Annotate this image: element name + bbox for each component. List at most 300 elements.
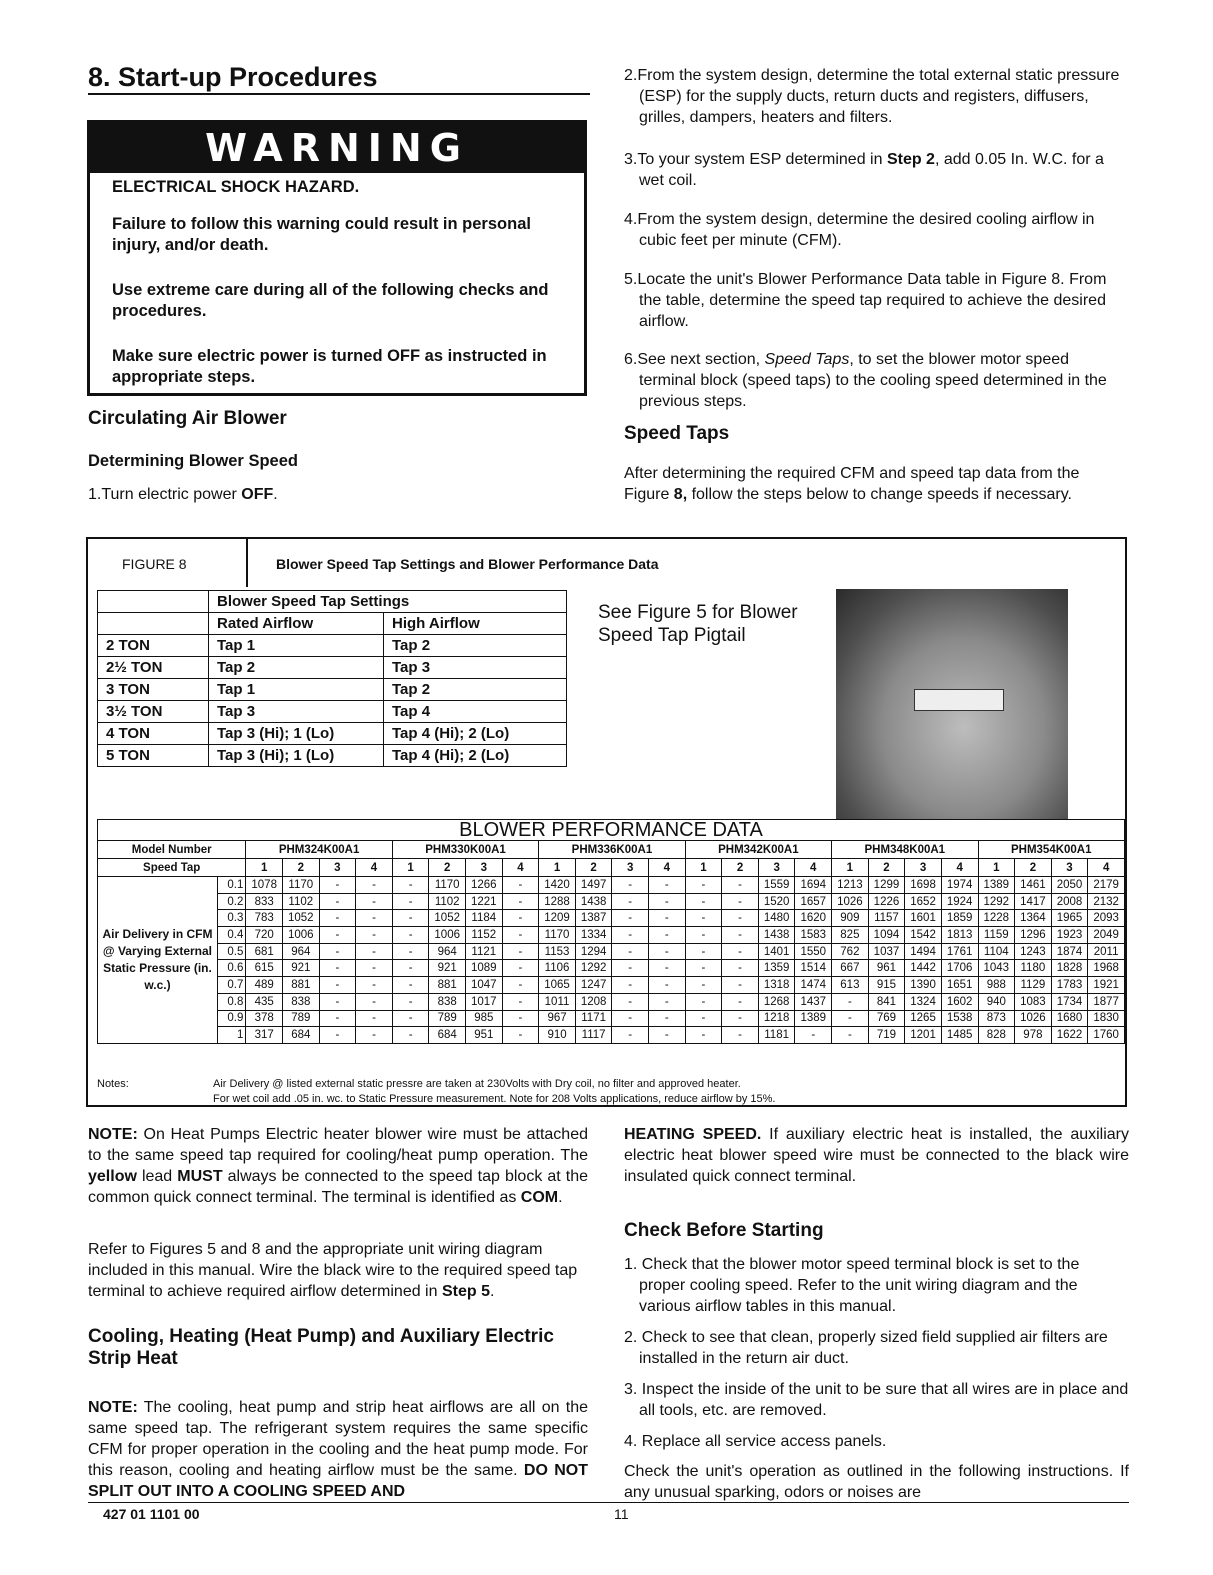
section-cooling-heating: Cooling, Heating (Heat Pump) and Auxiliary Electric Strip Heat (88, 1326, 554, 1369)
speed-tap-number: 2 (575, 859, 612, 877)
cfm-cell: - (685, 910, 722, 927)
cfm-cell: 1247 (575, 977, 612, 994)
cfm-cell: 378 (246, 1010, 283, 1027)
static-pressure-cell: 0.7 (217, 977, 245, 994)
cfm-cell: - (392, 1010, 429, 1027)
tap-table-col-high: High Airflow (384, 613, 567, 635)
cfm-cell: - (685, 927, 722, 944)
cfm-cell: - (502, 977, 539, 994)
see-figure-note: See Figure 5 for Blower Speed Tap Pigtail (598, 602, 798, 646)
cfm-cell: 833 (246, 893, 283, 910)
figure-tag: FIGURE 8 (122, 556, 187, 572)
speed-tap-number: 3 (466, 859, 503, 877)
warning-box (87, 120, 587, 396)
tap-row-tonnage: 3 TON (98, 679, 209, 701)
terminal-block-image (914, 689, 1004, 711)
cfm-cell: 921 (282, 960, 319, 977)
cfm-cell: 1318 (758, 977, 795, 994)
cfm-cell: 964 (282, 943, 319, 960)
cfm-cell: 1226 (868, 893, 905, 910)
cfm-cell: 2011 (1088, 943, 1125, 960)
cfm-cell: 1474 (795, 977, 832, 994)
speed-tap-number: 2 (282, 859, 319, 877)
cfm-cell: 1106 (539, 960, 576, 977)
cfm-cell: - (392, 910, 429, 927)
cfm-cell: 1651 (941, 977, 978, 994)
cfm-cell: - (832, 993, 869, 1010)
cfm-cell: 909 (832, 910, 869, 927)
cfm-cell: 1104 (978, 943, 1015, 960)
cfm-cell: 1043 (978, 960, 1015, 977)
cfm-cell: - (392, 993, 429, 1010)
model-header: PHM348K00A1 (832, 841, 978, 859)
cfm-cell: - (722, 893, 759, 910)
cfm-cell: 1017 (466, 993, 503, 1010)
speed-tap-row (98, 859, 1125, 877)
cfm-cell: 2179 (1088, 877, 1125, 894)
cfm-cell: - (356, 1027, 393, 1044)
cfm-cell: 1243 (1015, 943, 1052, 960)
section-circulating-air-blower: Circulating Air Blower (88, 408, 287, 429)
tap-row-tonnage: 5 TON (98, 745, 209, 767)
cfm-cell: - (612, 910, 649, 927)
speed-tap-number: 1 (832, 859, 869, 877)
cfm-cell: - (502, 1027, 539, 1044)
tap-row-rated: Tap 2 (209, 657, 384, 679)
cfm-cell: - (502, 877, 539, 894)
cfm-cell: 1968 (1088, 960, 1125, 977)
cfm-cell: 921 (429, 960, 466, 977)
cfm-cell: 1221 (466, 893, 503, 910)
cfm-cell: 985 (466, 1010, 503, 1027)
speed-tap-number: 4 (795, 859, 832, 877)
speed-tap-number: 4 (941, 859, 978, 877)
performance-row (98, 943, 1125, 960)
cfm-cell: 940 (978, 993, 1015, 1010)
cfm-cell: 1620 (795, 910, 832, 927)
cfm-cell: - (722, 1027, 759, 1044)
note-airflows: NOTE: The cooling, heat pump and strip heat airflows are all on the same speed tap. The refrigerant system requires the same specific CFM for proper operation in the cooling and the heat pump mode. For this reason, cooling and heating airflow must be the same. DO NOT SPLIT OUT INTO A COOLING SPEED AND (88, 1399, 589, 1500)
cfm-cell: 1706 (941, 960, 978, 977)
cfm-cell: 1265 (905, 1010, 942, 1027)
cfm-cell: 1417 (1015, 893, 1052, 910)
static-pressure-cell: 0.8 (217, 993, 245, 1010)
cfm-cell: 881 (429, 977, 466, 994)
cfm-cell: 1514 (795, 960, 832, 977)
cfm-cell: 1401 (758, 943, 795, 960)
cfm-cell: 1520 (758, 893, 795, 910)
cfm-cell: 2008 (1051, 893, 1088, 910)
cfm-cell: 1208 (575, 993, 612, 1010)
cfm-cell: - (356, 960, 393, 977)
cfm-cell: - (356, 977, 393, 994)
cfm-cell: 667 (832, 960, 869, 977)
cfm-cell: 1094 (868, 927, 905, 944)
cfm-cell: 1180 (1015, 960, 1052, 977)
cfm-cell: 2132 (1088, 893, 1125, 910)
cfm-cell: - (685, 877, 722, 894)
speed-tap-number: 3 (758, 859, 795, 877)
cfm-cell: - (356, 877, 393, 894)
cfm-cell: 1924 (941, 893, 978, 910)
cfm-cell: - (685, 960, 722, 977)
notes-line-2: For wet coil add .05 in. wc. to Static Pressure measurement. Note for 208 Volts applications, reduce airflow by 15%. (213, 1093, 776, 1105)
notes-line-1: Air Delivery @ listed external static pressre are taken at 230Volts with Dry coil, no filter and approved heater. (213, 1078, 741, 1090)
cfm-cell: 1268 (758, 993, 795, 1010)
cfm-cell: 1442 (905, 960, 942, 977)
speed-tap-number: 4 (1088, 859, 1125, 877)
check-2: 2. Check to see that clean, properly sized field supplied air filters are installed in the return air duct. (624, 1329, 1108, 1367)
cfm-cell: - (612, 893, 649, 910)
cfm-cell: 1152 (466, 927, 503, 944)
cfm-cell: 1923 (1051, 927, 1088, 944)
cfm-cell: 1921 (1088, 977, 1125, 994)
cfm-cell: 1965 (1051, 910, 1088, 927)
tap-table-blank (98, 613, 209, 635)
cfm-cell: 1550 (795, 943, 832, 960)
tap-row-tonnage: 4 TON (98, 723, 209, 745)
tap-row-high: Tap 4 (Hi); 2 (Lo) (384, 723, 567, 745)
section-check-before-starting: Check Before Starting (624, 1220, 824, 1241)
speed-tap-number: 1 (392, 859, 429, 877)
model-number-label: Model Number (98, 841, 246, 859)
cfm-cell: 1296 (1015, 927, 1052, 944)
cfm-cell: 1209 (539, 910, 576, 927)
steps-list (624, 65, 1129, 412)
check-4: 4. Replace all service access panels. (624, 1433, 887, 1450)
tap-row-high: Tap 4 (Hi); 2 (Lo) (384, 745, 567, 767)
cfm-cell: 1294 (575, 943, 612, 960)
footer-rule (88, 1502, 1129, 1503)
cfm-cell: - (649, 927, 686, 944)
cfm-cell: - (722, 877, 759, 894)
tap-table-group-header: Blower Speed Tap Settings (209, 591, 567, 613)
cfm-cell: - (612, 1010, 649, 1027)
static-pressure-cell: 0.9 (217, 1010, 245, 1027)
cfm-cell: 978 (1015, 1027, 1052, 1044)
cfm-cell: 1324 (905, 993, 942, 1010)
cfm-cell: 1170 (539, 927, 576, 944)
cfm-cell: - (685, 977, 722, 994)
static-pressure-cell: 0.5 (217, 943, 245, 960)
speed-tap-number: 4 (502, 859, 539, 877)
page-heading: 8. Start-up Procedures (88, 62, 378, 92)
cfm-cell: 1859 (941, 910, 978, 927)
cfm-cell: - (319, 893, 356, 910)
tap-row (98, 745, 567, 767)
cfm-cell: - (319, 993, 356, 1010)
cfm-cell: 615 (246, 960, 283, 977)
speed-tap-label: Speed Tap (98, 859, 246, 877)
cfm-cell: 1083 (1015, 993, 1052, 1010)
cfm-cell: 1389 (795, 1010, 832, 1027)
cfm-cell: 1622 (1051, 1027, 1088, 1044)
cfm-cell: 1542 (905, 927, 942, 944)
step-6: 6.See next section, Speed Taps, to set the blower motor speed terminal block (speed taps) to the cooling speed determined in the previous steps. (624, 351, 1107, 410)
cfm-cell: 1698 (905, 877, 942, 894)
cfm-cell: 1783 (1051, 977, 1088, 994)
warning-banner: WARNING (90, 123, 584, 173)
cfm-cell: 1170 (282, 877, 319, 894)
cfm-cell: 613 (832, 977, 869, 994)
air-delivery-label: Air Delivery in CFM @ Varying External Static Pressure (in. w.c.) (98, 877, 218, 1044)
cfm-cell: - (392, 877, 429, 894)
note-heat-pump: NOTE: On Heat Pumps Electric heater blower wire must be attached to the same speed tap required for cooling/heat pump operation. The yellow lead MUST always be connected to the speed tap block at the common quick connect terminal. The terminal is identified as COM. (88, 1126, 588, 1206)
cfm-cell: - (649, 943, 686, 960)
cfm-cell: 910 (539, 1027, 576, 1044)
cfm-cell: 2093 (1088, 910, 1125, 927)
cfm-cell: 1334 (575, 927, 612, 944)
cfm-cell: 1874 (1051, 943, 1088, 960)
performance-row (98, 1027, 1125, 1044)
cfm-cell: 1026 (832, 893, 869, 910)
performance-row (98, 1010, 1125, 1027)
step-3: 3.To your system ESP determined in Step 2, add 0.05 In. W.C. for a wet coil. (624, 151, 1104, 189)
cfm-cell: - (685, 1027, 722, 1044)
cfm-cell: 489 (246, 977, 283, 994)
tap-row (98, 635, 567, 657)
tap-row (98, 679, 567, 701)
sub-determining-blower-speed: Determining Blower Speed (88, 452, 298, 470)
warning-p3: Use extreme care during all of the following checks and procedures. (112, 281, 549, 320)
cfm-cell: 1389 (978, 877, 1015, 894)
tap-table-col-rated: Rated Airflow (209, 613, 384, 635)
cfm-cell: 841 (868, 993, 905, 1010)
performance-row (98, 993, 1125, 1010)
cfm-cell: - (649, 960, 686, 977)
cfm-cell: - (392, 943, 429, 960)
tap-row-rated: Tap 1 (209, 635, 384, 657)
model-number-row (98, 841, 1125, 859)
cfm-cell: 915 (868, 977, 905, 994)
cfm-cell: 769 (868, 1010, 905, 1027)
cfm-cell: 1657 (795, 893, 832, 910)
speed-tap-table (97, 590, 567, 767)
static-pressure-cell: 0.6 (217, 960, 245, 977)
cfm-cell: 1170 (429, 877, 466, 894)
cfm-cell: - (649, 1010, 686, 1027)
cfm-cell: - (685, 993, 722, 1010)
speed-tap-number: 3 (1051, 859, 1088, 877)
cfm-cell: 1052 (282, 910, 319, 927)
figure-tag-cell (88, 539, 248, 587)
tap-row-rated: Tap 1 (209, 679, 384, 701)
cfm-cell: - (685, 893, 722, 910)
heading-rule (88, 93, 590, 95)
cfm-cell: 1037 (868, 943, 905, 960)
cfm-cell: 1387 (575, 910, 612, 927)
cfm-cell: 881 (282, 977, 319, 994)
cfm-cell: - (356, 1010, 393, 1027)
cfm-cell: - (649, 893, 686, 910)
cfm-cell: - (502, 910, 539, 927)
static-pressure-cell: 0.4 (217, 927, 245, 944)
cfm-cell: - (392, 1027, 429, 1044)
cfm-cell: - (722, 927, 759, 944)
cfm-cell: 1438 (758, 927, 795, 944)
cfm-cell: 1601 (905, 910, 942, 927)
cfm-cell: 1694 (795, 877, 832, 894)
cfm-cell: 1102 (282, 893, 319, 910)
speed-tap-number: 4 (356, 859, 393, 877)
cfm-cell: - (319, 927, 356, 944)
cfm-cell: - (612, 960, 649, 977)
cfm-cell: - (356, 993, 393, 1010)
speed-tap-number: 3 (905, 859, 942, 877)
cfm-cell: - (722, 960, 759, 977)
step-1: 1.Turn electric power OFF. (88, 486, 278, 503)
speed-tap-number: 1 (246, 859, 283, 877)
speed-tap-number: 1 (685, 859, 722, 877)
speed-tap-number: 2 (1015, 859, 1052, 877)
cfm-cell: 1266 (466, 877, 503, 894)
cfm-cell: - (319, 1027, 356, 1044)
cfm-cell: 1184 (466, 910, 503, 927)
cfm-cell: 1006 (429, 927, 466, 944)
cfm-cell: 1761 (941, 943, 978, 960)
cfm-cell: 1828 (1051, 960, 1088, 977)
cfm-cell: 1213 (832, 877, 869, 894)
cfm-cell: - (392, 893, 429, 910)
cfm-cell: 1047 (466, 977, 503, 994)
cfm-cell: - (649, 977, 686, 994)
cfm-cell: - (319, 877, 356, 894)
cfm-cell: 1006 (282, 927, 319, 944)
cfm-cell: 1102 (429, 893, 466, 910)
cfm-cell: 1364 (1015, 910, 1052, 927)
cfm-cell: - (356, 893, 393, 910)
cfm-cell: 1171 (575, 1010, 612, 1027)
model-header: PHM330K00A1 (392, 841, 538, 859)
cfm-cell: 1153 (539, 943, 576, 960)
cfm-cell: - (722, 943, 759, 960)
figure-8 (86, 537, 1127, 1107)
cfm-cell: 967 (539, 1010, 576, 1027)
cfm-cell: 789 (282, 1010, 319, 1027)
section-speed-taps: Speed Taps (624, 423, 730, 444)
cfm-cell: 1117 (575, 1027, 612, 1044)
cfm-cell: 1485 (941, 1027, 978, 1044)
tap-row-rated: Tap 3 (Hi); 1 (Lo) (209, 723, 384, 745)
performance-block (97, 819, 1125, 1044)
static-pressure-cell: 0.1 (217, 877, 245, 894)
cfm-cell: - (502, 960, 539, 977)
static-pressure-cell: 0.3 (217, 910, 245, 927)
cfm-cell: 988 (978, 977, 1015, 994)
cfm-cell: - (319, 977, 356, 994)
cfm-cell: 1292 (575, 960, 612, 977)
heating-speed-paragraph: HEATING SPEED. If auxiliary electric heat is installed, the auxiliary electric heat blower speed wire must be connected to the black wire insulated quick connect terminal. (624, 1126, 1130, 1185)
tap-table-corner (98, 591, 209, 613)
cfm-cell: 1292 (978, 893, 1015, 910)
model-header: PHM336K00A1 (539, 841, 685, 859)
cfm-cell: 783 (246, 910, 283, 927)
cfm-cell: 2050 (1051, 877, 1088, 894)
tap-row-high: Tap 3 (384, 657, 567, 679)
cfm-cell: 1201 (905, 1027, 942, 1044)
step-5: 5.Locate the unit's Blower Performance Data table in Figure 8. From the table, determine the speed tap required to achieve the desired airflow. (624, 271, 1107, 330)
tap-row-rated: Tap 3 (209, 701, 384, 723)
cfm-cell: 1420 (539, 877, 576, 894)
tap-row-tonnage: 2½ TON (98, 657, 209, 679)
cfm-cell: 1559 (758, 877, 795, 894)
cfm-cell: - (356, 910, 393, 927)
speed-tap-number: 4 (649, 859, 686, 877)
cfm-cell: - (612, 993, 649, 1010)
speed-taps-text: After determining the required CFM and speed tap data from the Figure 8, follow the steps below to change speeds if necessary. (624, 465, 1080, 503)
model-header: PHM342K00A1 (685, 841, 831, 859)
cfm-cell: 1288 (539, 893, 576, 910)
cfm-cell: 1760 (1088, 1027, 1125, 1044)
cfm-cell: 1228 (978, 910, 1015, 927)
cfm-cell: 1065 (539, 977, 576, 994)
tap-row-tonnage: 2 TON (98, 635, 209, 657)
cfm-cell: - (612, 1027, 649, 1044)
cfm-cell: 1680 (1051, 1010, 1088, 1027)
cfm-cell: 1052 (429, 910, 466, 927)
cfm-cell: - (685, 1010, 722, 1027)
cfm-cell: - (832, 1027, 869, 1044)
cfm-cell: - (612, 877, 649, 894)
static-pressure-cell: 1 (217, 1027, 245, 1044)
cfm-cell: - (502, 927, 539, 944)
page-number: 11 (614, 1506, 629, 1522)
cfm-cell: 828 (978, 1027, 1015, 1044)
cfm-cell: 1359 (758, 960, 795, 977)
cfm-cell: 1734 (1051, 993, 1088, 1010)
cfm-cell: 1494 (905, 943, 942, 960)
tap-row-high: Tap 4 (384, 701, 567, 723)
blower-pigtail-photo (836, 589, 1068, 819)
cfm-cell: - (392, 960, 429, 977)
warning-p1: ELECTRICAL SHOCK HAZARD. (112, 178, 360, 196)
cfm-cell: - (722, 910, 759, 927)
cfm-cell: - (722, 1010, 759, 1027)
notes-label: Notes: (97, 1078, 129, 1090)
cfm-cell: - (502, 993, 539, 1010)
speed-tap-number: 2 (868, 859, 905, 877)
performance-row (98, 927, 1125, 944)
cfm-cell: - (392, 927, 429, 944)
doc-number: 427 01 1101 00 (103, 1506, 200, 1522)
cfm-cell: 838 (282, 993, 319, 1010)
cfm-cell: - (612, 927, 649, 944)
model-header: PHM354K00A1 (978, 841, 1125, 859)
cfm-cell: - (722, 993, 759, 1010)
cfm-cell: 1538 (941, 1010, 978, 1027)
cfm-cell: 1461 (1015, 877, 1052, 894)
static-pressure-cell: 0.2 (217, 893, 245, 910)
cfm-cell: 838 (429, 993, 466, 1010)
check-1: 1. Check that the blower motor speed terminal block is set to the proper cooling speed. Refer to the unit wiring diagram and the various airflow tables in this manual. (624, 1256, 1080, 1315)
performance-row (98, 977, 1125, 994)
cfm-cell: 2049 (1088, 927, 1125, 944)
cfm-cell: - (685, 943, 722, 960)
cfm-cell: - (832, 1010, 869, 1027)
speed-tap-number: 3 (612, 859, 649, 877)
speed-tap-number: 2 (429, 859, 466, 877)
figure-title: Blower Speed Tap Settings and Blower Performance Data (276, 556, 659, 572)
cfm-cell: 1497 (575, 877, 612, 894)
cfm-cell: 762 (832, 943, 869, 960)
cfm-cell: - (319, 960, 356, 977)
performance-row (98, 910, 1125, 927)
tap-row-rated: Tap 3 (Hi); 1 (Lo) (209, 745, 384, 767)
cfm-cell: - (649, 877, 686, 894)
cfm-cell: 1181 (758, 1027, 795, 1044)
cfm-cell: 1602 (941, 993, 978, 1010)
cfm-cell: 1218 (758, 1010, 795, 1027)
